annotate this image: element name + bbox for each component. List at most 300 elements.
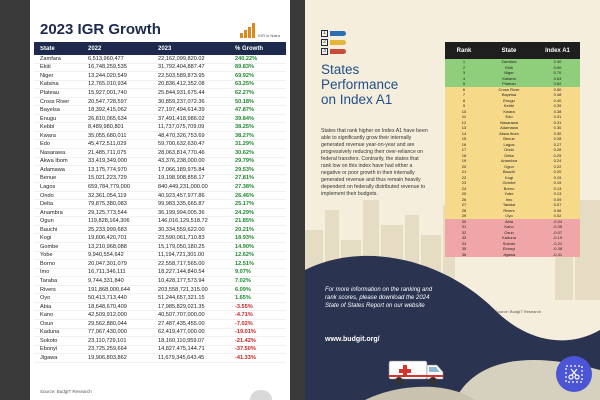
state-cell: Ogun — [504, 163, 514, 169]
table-row — [34, 269, 286, 278]
table-row — [34, 81, 286, 90]
rank-cell: 1 — [462, 59, 466, 65]
state-cell: Edo — [505, 114, 513, 120]
index-cell: 0.27 — [553, 141, 562, 147]
state-cell: Delta — [40, 201, 54, 208]
table-row — [34, 192, 286, 201]
state-cell: Kwara — [40, 132, 56, 139]
state-cell: Kaduna — [502, 235, 516, 241]
table-row — [34, 166, 286, 175]
more-info-text: For more information on the ranking and rank scores, please download the 2024 State of States Report on our website — [325, 287, 433, 309]
column-header-state: State — [501, 47, 517, 54]
rank-row — [445, 153, 580, 159]
rank-row — [445, 98, 580, 104]
growth-cell: 62.27% — [235, 89, 254, 96]
value-2022-cell: 35,055,680,011 — [88, 132, 127, 139]
rank-cell: 9 — [462, 103, 466, 109]
value-2022-cell: 9,940,554,642 — [88, 252, 124, 259]
table-row — [34, 64, 286, 73]
value-2023-cell: 23,590,061,710.83 — [158, 235, 205, 242]
value-2023-cell: 22,503,589,873.95 — [158, 72, 205, 79]
rank-row — [445, 103, 580, 109]
value-2023-cell: 20,836,412,352.08 — [158, 81, 205, 88]
rank-row — [445, 92, 580, 98]
value-2022-cell: 659,784,779,000 — [88, 183, 130, 190]
rank-cell: 13 — [461, 125, 467, 131]
growth-cell: 7.02% — [235, 277, 251, 284]
rank-cell: 24 — [461, 185, 467, 191]
table-row — [34, 183, 286, 192]
index-cell: 0.30 — [553, 130, 562, 136]
rank-row — [445, 76, 580, 82]
index-cell: 0.28 — [553, 136, 562, 142]
rank-row — [445, 131, 580, 137]
pencil-icon — [330, 31, 346, 36]
state-cell: Rivers — [503, 207, 515, 213]
rank-row — [445, 87, 580, 93]
rank-table — [445, 42, 580, 257]
state-cell: Edo — [40, 141, 50, 148]
table-row — [34, 354, 286, 363]
growth-cell: 25.17% — [235, 201, 254, 208]
table-row — [34, 89, 286, 98]
state-cell: Ebonyi — [502, 246, 516, 252]
index-cell: 0.31 — [553, 119, 562, 125]
growth-cell: 47.87% — [235, 107, 254, 114]
rank-cell: 28 — [461, 207, 467, 213]
rank-row — [445, 224, 580, 230]
index-cell: -0.38 — [552, 246, 563, 252]
value-2023-cell: 31,792,404,887.47 — [158, 64, 205, 71]
rank-cell: 19 — [461, 158, 467, 164]
growth-cell: -19.01% — [235, 329, 256, 336]
table-row — [34, 277, 286, 286]
index-cell: 0.22 — [553, 163, 562, 169]
index-cell: 0.13 — [553, 185, 562, 191]
index-cell: -0.04 — [552, 218, 563, 224]
value-2022-cell: 23,725,259,664 — [88, 346, 127, 353]
state-cell: Sokoto — [502, 240, 516, 246]
value-2022-cell: 20,547,728,597 — [88, 98, 127, 105]
value-2022-cell: 15,021,223,729 — [88, 175, 127, 182]
value-2022-cell: 23,110,729,101 — [88, 337, 127, 344]
rank-row — [445, 246, 580, 252]
rank-row — [445, 191, 580, 197]
state-cell: Plateau — [40, 89, 59, 96]
value-2023-cell: 203,558,721,315.00 — [158, 286, 208, 293]
value-2022-cell: 29,125,773,544 — [88, 209, 127, 216]
growth-cell: -37.50% — [235, 346, 256, 353]
state-cell: Jigawa — [40, 354, 58, 361]
rank-cell: 34 — [461, 240, 467, 246]
rank-row — [445, 169, 580, 175]
growth-cell: 29.53% — [235, 166, 254, 173]
rank-cell: 21 — [461, 169, 467, 175]
state-cell: Kwara — [503, 108, 515, 114]
table-row — [34, 200, 286, 209]
value-2023-cell: 10,428,177,573.94 — [158, 277, 205, 284]
growth-cell: 50.18% — [235, 98, 254, 105]
index-cell: 0.15 — [553, 180, 562, 186]
value-2023-cell: 40,923,457,977.86 — [158, 192, 205, 199]
table-row — [34, 303, 286, 312]
state-cell: Taraba — [502, 202, 516, 208]
rank-cell: 30 — [461, 218, 467, 224]
rank-row — [445, 125, 580, 131]
table-row — [34, 329, 286, 338]
index-cell: 0.19 — [553, 174, 562, 180]
growth-cell: 69.92% — [235, 72, 254, 79]
state-cell: Nasarawa — [40, 149, 66, 156]
rank-cell: 7 — [462, 92, 466, 98]
index-cell: 0.90 — [553, 64, 562, 70]
value-2022-cell: 12,765,010,934 — [88, 81, 127, 88]
index-cell: 0.09 — [553, 196, 562, 202]
rank-row — [445, 70, 580, 76]
rank-row — [445, 213, 580, 219]
value-2022-cell: 19,906,803,862 — [88, 354, 127, 361]
growth-cell: 39.84% — [235, 115, 254, 122]
index-cell: 0.02 — [553, 213, 562, 219]
value-2022-cell: 8,489,980,801 — [88, 124, 124, 131]
state-cell: Ekiti — [40, 64, 51, 71]
logo-caption: IGR in Naira — [257, 33, 280, 38]
rank-row — [445, 59, 580, 65]
state-cell: Yobe — [40, 252, 53, 259]
ambulance-icon — [387, 355, 445, 387]
growth-cell: 31.29% — [235, 141, 254, 148]
value-2022-cell: 119,828,164,306 — [88, 218, 130, 225]
rank-row — [445, 136, 580, 142]
source-note: Source: BudgIT Research — [40, 389, 92, 394]
state-cell: Kogi — [504, 174, 513, 180]
state-cell: Bayelsa — [501, 92, 517, 98]
state-cell: Oyo — [505, 213, 513, 219]
value-2023-cell: 14,827,475,144.71 — [158, 346, 205, 353]
index-cell: 0.25 — [553, 152, 562, 158]
rank-table-body — [445, 59, 580, 257]
index-cell: 0.26 — [553, 147, 562, 153]
index-cell: 0.07 — [553, 202, 562, 208]
value-2022-cell: 18,392,415,062 — [88, 107, 127, 114]
rank-row — [445, 81, 580, 87]
left-page-header — [30, 0, 290, 42]
value-2023-cell: 30,859,237,072.36 — [158, 98, 205, 105]
table-row — [34, 260, 286, 269]
rank-source-note: Source: BudgIT Research — [495, 309, 541, 314]
value-2023-cell: 17,066,189,975.84 — [158, 166, 205, 173]
growth-cell: 14.90% — [235, 243, 254, 250]
value-2022-cell: 26,810,065,634 — [88, 115, 127, 122]
state-cell: Kano — [40, 312, 54, 319]
value-2023-cell: 146,016,129,518.72 — [158, 218, 208, 225]
growth-cell: -4.71% — [235, 312, 253, 319]
value-2022-cell: 29,562,880,044 — [88, 320, 127, 327]
value-2022-cell: 50,413,713,440 — [88, 295, 127, 302]
index-cell: 0.70 — [553, 70, 562, 76]
state-cell: Enugu — [40, 115, 57, 122]
website-link[interactable]: www.budgit.org/ — [325, 336, 380, 343]
value-2023-cell: 99,983,335,665.87 — [158, 201, 205, 208]
rank-cell: 33 — [461, 235, 467, 241]
state-cell: Akwa Ibom — [40, 158, 68, 165]
growth-cell: -7.02% — [235, 320, 253, 327]
column-header-rank: Rank — [456, 47, 472, 54]
growth-cell: 24.29% — [235, 209, 254, 216]
table-row — [34, 140, 286, 149]
column-header-2023: 2023 — [158, 45, 172, 52]
state-cell: Ebonyi — [40, 346, 58, 353]
rank-cell: 14 — [461, 130, 467, 136]
value-2022-cell: 16,748,259,535 — [88, 64, 127, 71]
table-row — [34, 234, 286, 243]
index-title: States Performance on Index A1 — [321, 62, 399, 107]
table-row — [34, 72, 286, 81]
value-2022-cell: 15,927,001,740 — [88, 89, 127, 96]
rank-row — [445, 208, 580, 214]
igr-logo — [240, 23, 280, 38]
growth-cell: 12.51% — [235, 260, 254, 267]
state-cell: Imo — [40, 269, 50, 276]
value-2023-cell: 27,197,494,614.39 — [158, 107, 205, 114]
rank-row — [445, 158, 580, 164]
table-row — [34, 252, 286, 261]
state-cell: Kano — [504, 224, 514, 230]
growth-cell: 30.62% — [235, 149, 254, 156]
legend-pencils — [321, 30, 346, 57]
table-row — [34, 149, 286, 158]
growth-cell: 1.65% — [235, 295, 251, 302]
value-2022-cell: 13,210,968,088 — [88, 243, 127, 250]
rank-row — [445, 114, 580, 120]
state-cell: Benue — [40, 175, 57, 182]
growth-cell: -41.33% — [235, 354, 256, 361]
growth-cell: 21.85% — [235, 218, 254, 225]
state-cell: Adamawa — [500, 125, 518, 131]
index-cell: 0.30 — [553, 125, 562, 131]
state-cell: Taraba — [40, 277, 58, 284]
rank-row — [445, 219, 580, 225]
rank-row — [445, 180, 580, 186]
table-row — [34, 311, 286, 320]
rank-row — [445, 202, 580, 208]
value-2023-cell: 11,737,075,709.09 — [158, 124, 205, 131]
value-2022-cell: 191,868,000,644 — [88, 286, 130, 293]
index-cell: -0.21 — [552, 240, 563, 246]
rank-cell: 8 — [462, 97, 466, 103]
rank-cell: 31 — [461, 224, 467, 230]
state-cell: Niger — [40, 72, 54, 79]
value-2022-cell: 79,875,380,083 — [88, 201, 127, 208]
rank-cell: 35 — [461, 246, 467, 252]
table-row — [34, 286, 286, 295]
value-2023-cell: 18,160,110,959.07 — [158, 337, 205, 344]
rank-cell: 11 — [461, 114, 467, 120]
state-cell: Borno — [503, 185, 515, 191]
value-2023-cell: 59,700,632,630.47 — [158, 141, 205, 148]
state-cell: Katsina — [502, 75, 516, 81]
growth-table-body — [34, 55, 286, 363]
growth-cell: 9.07% — [235, 269, 251, 276]
value-2023-cell: 22,162,099,820.02 — [158, 55, 205, 62]
column-header-growth: % Growth — [235, 45, 263, 52]
rank-cell: 29 — [461, 213, 467, 219]
screenshot-tool-button[interactable] — [556, 356, 592, 392]
value-2023-cell: 48,470,326,753.69 — [158, 132, 205, 139]
state-cell: Sokoto — [40, 337, 58, 344]
value-2023-cell: 840,449,231,000.00 — [158, 183, 208, 190]
value-2023-cell: 17,985,829,021.35 — [158, 303, 205, 310]
state-cell: Adamawa — [40, 166, 65, 173]
column-header-state: State — [40, 45, 55, 52]
state-cell: Ondo — [504, 147, 514, 153]
rank-row — [445, 186, 580, 192]
index-cell: 0.40 — [553, 97, 562, 103]
table-row — [34, 346, 286, 355]
growth-cell: 38.27% — [235, 132, 254, 139]
growth-table-header — [34, 42, 286, 55]
index-cell: 0.20 — [553, 169, 562, 175]
growth-cell: -21.42% — [235, 337, 256, 344]
state-cell: Cross River — [498, 86, 520, 92]
rank-cell: 32 — [461, 229, 467, 235]
value-2023-cell: 18,227,144,840.54 — [158, 269, 205, 276]
state-cell: Akwa Ibom — [499, 130, 519, 136]
value-2022-cell: 32,361,054,119 — [88, 192, 127, 199]
state-cell: Anambra — [500, 158, 518, 164]
rank-cell: 26 — [461, 196, 467, 202]
growth-cell: -3.55% — [235, 303, 253, 310]
rank-row — [445, 164, 580, 170]
rank-table-header — [445, 42, 580, 59]
state-cell: Rivers — [40, 286, 56, 293]
growth-cell: 12.62% — [235, 252, 254, 259]
state-cell: Bayelsa — [40, 107, 60, 114]
state-cell: Yobe — [504, 191, 514, 197]
growth-cell: 27.81% — [235, 175, 254, 182]
rank-cell: 36 — [461, 251, 467, 257]
legend-item: 3 — [321, 48, 346, 55]
state-cell: Ogun — [40, 218, 54, 225]
rank-row — [445, 65, 580, 71]
rank-row — [445, 109, 580, 115]
rank-row — [445, 252, 580, 258]
state-cell: Plateau — [502, 81, 516, 87]
state-cell: Jigawa — [502, 251, 516, 257]
pencil-icon — [330, 49, 346, 54]
growth-cell: 89.83% — [235, 64, 254, 71]
growth-cell: 27.38% — [235, 183, 254, 190]
index-cell: 0.06 — [553, 207, 562, 213]
growth-cell: 20.21% — [235, 226, 254, 233]
growth-cell: 240.22% — [235, 55, 258, 62]
value-2023-cell: 15,179,050,180.25 — [158, 243, 205, 250]
rank-cell: 6 — [462, 86, 466, 92]
column-header-2022: 2022 — [88, 45, 102, 52]
index-cell: 0.62 — [553, 81, 562, 87]
state-cell: Ondo — [40, 192, 54, 199]
value-2022-cell: 45,472,511,029 — [88, 141, 127, 148]
state-cell: Zamfara — [501, 59, 517, 65]
state-cell: Anambra — [40, 209, 63, 216]
state-cell: Katsina — [40, 81, 59, 88]
value-2022-cell: 21,485,711,075 — [88, 149, 127, 156]
column-header-index: Index A1 — [545, 47, 570, 54]
state-cell: Abia — [40, 303, 52, 310]
rank-row — [445, 120, 580, 126]
state-cell: Kebbi — [40, 124, 55, 131]
value-2022-cell: 42,509,912,000 — [88, 312, 127, 319]
state-cell: Bauchi — [40, 226, 58, 233]
bar-chart-icon — [240, 23, 255, 38]
scissors-icon — [565, 365, 583, 383]
pencil-icon — [330, 40, 346, 45]
rank-cell: 12 — [461, 119, 467, 125]
state-cell: Gombe — [502, 180, 516, 186]
growth-cell: 26.46% — [235, 192, 254, 199]
value-2023-cell: 28,063,814,770.46 — [158, 149, 205, 156]
table-row — [34, 294, 286, 303]
rank-cell: 10 — [461, 108, 467, 114]
index-description: States that rank higher on Index A1 have been able to significantly grow their internally generated revenue year-on-year and are progressively reducing their over-reliance on federal transfers. Contrarily, the states that rank low on this index have had either a negative or poor growth in their internally generated revenue and thus remain heavily dependent on federally distributed revenue to implement their budgets. — [321, 128, 428, 197]
value-2022-cell: 77,067,430,000 — [88, 329, 127, 336]
table-row — [34, 158, 286, 167]
rank-cell: 27 — [461, 202, 467, 208]
igr-growth-page — [30, 0, 290, 400]
growth-cell: 63.25% — [235, 81, 254, 88]
table-row — [34, 106, 286, 115]
state-cell: Oyo — [40, 295, 51, 302]
value-2022-cell: 18,648,670,409 — [88, 303, 127, 310]
index-cell: -0.07 — [552, 229, 563, 235]
state-cell: Lagos — [40, 183, 56, 190]
rank-cell: 4 — [462, 75, 466, 81]
table-row — [34, 132, 286, 141]
rank-cell: 15 — [461, 136, 467, 142]
state-cell: Zamfara — [40, 55, 61, 62]
index-cell: 2.40 — [553, 59, 562, 65]
legend-item: 1 — [321, 30, 346, 37]
value-2022-cell: 19,606,420,701 — [88, 235, 127, 242]
rank-cell: 2 — [462, 64, 466, 70]
value-2023-cell: 51,244,657,321.15 — [158, 295, 205, 302]
table-row — [34, 123, 286, 132]
value-2023-cell: 40,507,707,000.00 — [158, 312, 205, 319]
index-cell: 0.38 — [553, 108, 562, 114]
rank-row — [445, 175, 580, 181]
value-2023-cell: 62,419,477,000.00 — [158, 329, 205, 336]
state-cell: Kaduna — [40, 329, 60, 336]
index-cell: 0.13 — [553, 191, 562, 197]
growth-cell: 29.79% — [235, 158, 254, 165]
growth-cell: 38.25% — [235, 124, 254, 131]
table-row — [34, 337, 286, 346]
rank-cell: 25 — [461, 191, 467, 197]
rank-row — [445, 235, 580, 241]
value-2022-cell: 6,513,960,477 — [88, 55, 124, 62]
state-cell: Borno — [40, 260, 55, 267]
table-row — [34, 98, 286, 107]
value-2022-cell: 9,744,331,840 — [88, 277, 124, 284]
index-cell: -0.41 — [552, 251, 563, 257]
table-row — [34, 243, 286, 252]
rank-row — [445, 197, 580, 203]
index-cell: 0.50 — [553, 86, 562, 92]
rank-cell: 5 — [462, 81, 466, 87]
state-cell: Lagos — [503, 141, 515, 147]
index-cell: 0.31 — [553, 114, 562, 120]
table-row — [34, 55, 286, 64]
